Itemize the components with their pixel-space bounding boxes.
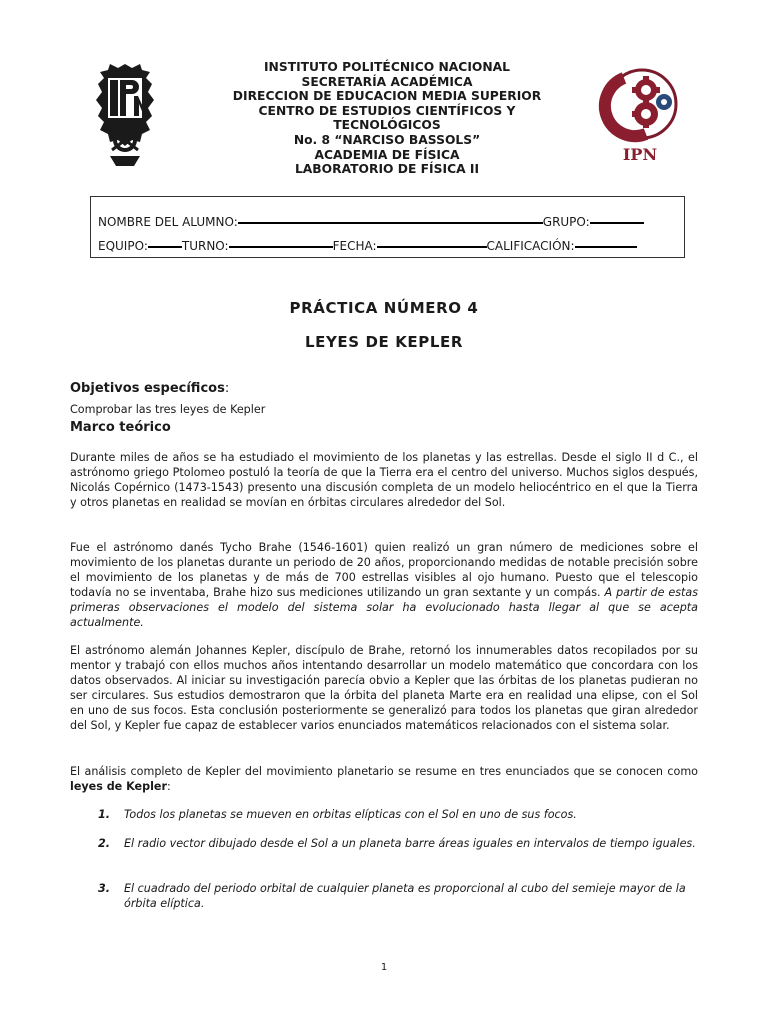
- practice-subtitle: LEYES DE KEPLER: [304, 333, 464, 351]
- kepler-law-2: [98, 836, 698, 851]
- header-line: INSTITUTO POLITÉCNICO NACIONAL: [263, 60, 510, 74]
- header-line: No. 8 “NARCISO BASSOLS”: [293, 132, 481, 147]
- student-info-form: [90, 196, 685, 258]
- nombre-blank[interactable]: [238, 211, 543, 224]
- grupo-blank[interactable]: [590, 211, 644, 224]
- marco-heading: Marco teórico: [70, 420, 171, 435]
- header-line: TECNOLÓGICOS: [333, 118, 441, 133]
- marco-paragraph-3: El astrónomo alemán Johannes Kepler, discípulo de Brahe, retornó los innumerables datos recopilados por su mentor y trabajó con ellos muchos años intentando desarrollar un modelo matemático que concordara con los datos observados. Al iniciar su investigación parecía obvio a Kepler que las órbitas de los planetas pudieran no ser circulares. Sus estudios demostraron que la órbita del planeta Marte era en realidad una elipse, con el Sol en uno de sus focos. Esta conclusión posteriormente se generalizó para todos los planetas que giran alrededor del Sol, y Kepler fue capaz de establecer varios enunciados matemáticos relacionados con el sistema solar.: [70, 644, 698, 733]
- marco-paragraph-2: [70, 540, 698, 631]
- kepler-law-3: [98, 881, 698, 911]
- equipo-blank[interactable]: [148, 235, 182, 248]
- page-number: 1: [380, 962, 388, 973]
- header-line: ACADEMIA DE FÍSICA: [314, 147, 460, 162]
- p4-colon: :: [166, 780, 171, 794]
- institution-header: [200, 60, 574, 177]
- law-number: 2.: [98, 837, 110, 850]
- calificacion-blank[interactable]: [575, 235, 637, 248]
- turno-blank[interactable]: [229, 235, 333, 248]
- grupo-label: GRUPO:: [542, 215, 590, 229]
- document-header: [0, 60, 768, 180]
- practice-number-title: PRÁCTICA NÚMERO 4: [289, 299, 479, 317]
- objectives-text: Comprobar las tres leyes de Kepler: [70, 403, 266, 416]
- svg-text:IPN: IPN: [622, 145, 658, 164]
- p2-italic-text: A partir de estas primeras observaciones el modelo del sistema solar ha evolucionado hasta llegar al que se acepta actualmente.: [70, 586, 699, 630]
- law-number: 1.: [98, 808, 110, 821]
- header-line: DIRECCION DE EDUCACION MEDIA SUPERIOR: [232, 89, 542, 104]
- objectives-heading-text: Objetivos específicos: [70, 381, 225, 396]
- header-line: LABORATORIO DE FÍSICA II: [294, 162, 480, 177]
- nombre-label: NOMBRE DEL ALUMNO:: [98, 215, 238, 229]
- header-line: SECRETARÍA ACADÉMICA: [301, 74, 473, 89]
- turno-label: TURNO:: [181, 239, 229, 253]
- law-number: 3.: [98, 882, 110, 895]
- marco-paragraph-1: Durante miles de años se ha estudiado el movimiento de los planetas y las estrellas. Desde el siglo II d C., el astrónomo griego Ptolomeo postuló la teoría de que la Tierra era el centro del universo. Muchos siglos después, Nicolás Copérnico (1473-1543) presento una discusión completa de un modelo heliocéntrico en el que la Tierra y otros planetas en realidad se movían en órbitas circulares alrededor del Sol.: [70, 451, 698, 510]
- p4-text: El análisis completo de Kepler del movimiento planetario se resume en tres enunciados que se conocen como: [70, 765, 698, 778]
- law-text: El radio vector dibujado desde el Sol a un planeta barre áreas iguales en intervalos de tiempo iguales.: [124, 837, 696, 850]
- objectives-heading-colon: :: [224, 381, 230, 396]
- calificacion-label: CALIFICACIÓN:: [486, 239, 575, 253]
- equipo-label: EQUIPO:: [98, 239, 148, 253]
- cecyt-logo: [598, 66, 682, 166]
- p2-text: Fue el astrónomo danés Tycho Brahe (1546-1601) quien realizó un gran número de mediciones sobre el movimiento de los planetas durante un periodo de 20 años, proporcionando medidas de notable precisión sobre el movimiento de los planetas y de más de 700 estrellas visibles al ojo humano. Puesto que el telescopio todavía no se inventaba, Brahe hizo sus mediciones utilizando un gran sextante y un compás.: [70, 541, 698, 600]
- kepler-law-1: [98, 807, 698, 822]
- law-text: Todos los planetas se mueven en orbitas elípticas con el Sol en uno de sus focos.: [124, 808, 577, 821]
- p4-bold-text: leyes de Kepler: [70, 780, 167, 794]
- objectives-heading: [70, 381, 698, 396]
- fecha-label: FECHA:: [332, 239, 377, 253]
- law-text: El cuadrado del periodo orbital de cualquier planeta es proporcional al cubo del semieje mayor de la órbita elíptica.: [124, 882, 686, 911]
- fecha-blank[interactable]: [377, 235, 487, 248]
- header-line: CENTRO DE ESTUDIOS CIENTÍFICOS Y: [258, 103, 516, 118]
- marco-paragraph-4: [70, 764, 698, 794]
- ipn-logo: [90, 64, 160, 168]
